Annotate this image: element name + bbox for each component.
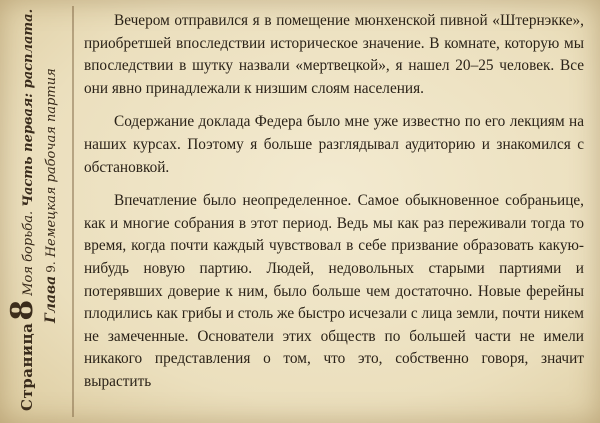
chapter-word: Глава (42, 275, 59, 323)
side-header-text (6, 0, 70, 423)
paragraph: Впечатление было неопределенное. Самое обыкновенное собраньице, как и многие собрания в этот период. Ведь мы как раз переживали тогда то время, когда почти каждый чувствовал в себе призвание образовать какую-нибудь новую партию. Людей, недовольных старыми партиями и потерявших доверие к ним, было больше чем достаточно. Новые ферейны плодились как грибы и столь же быстро исчезали с лица земли, почти никем не замеченные. Основатели этих обществ по большей части не имели никакого представления о том, что это, собственно говоря, значит вырастить (84, 192, 584, 390)
book-title: Моя борьба. (20, 210, 36, 296)
part-title: Часть первая: расплата. (20, 8, 36, 207)
side-header-line-2 (40, 0, 63, 411)
page-word: Страница (17, 322, 36, 411)
body-text (84, 10, 584, 405)
page-number: 8 (4, 299, 40, 321)
side-header (6, 0, 70, 423)
chapter-title: Немецкая рабочая партия (43, 68, 59, 258)
margin-divider (72, 6, 74, 417)
chapter-number: 9. (43, 261, 58, 273)
paragraph: Вечером отправился я в помещение мюнхенской пивной «Штернэкке», приобретшей впоследствии историческое значение. В комнате, которую мы впоследствии в шутку назвали «мертвецкой», я нашел 20–25 человек. Все они явно принадлежали к низшим слоям населения. (84, 12, 584, 97)
side-header-line-1 (4, 0, 40, 411)
paragraph: Содержание доклада Федера было мне уже известно по его лекциям на наших курсах. Поэтому я больше разглядывал аудиторию и знакомился с обстановкой. (84, 113, 584, 176)
